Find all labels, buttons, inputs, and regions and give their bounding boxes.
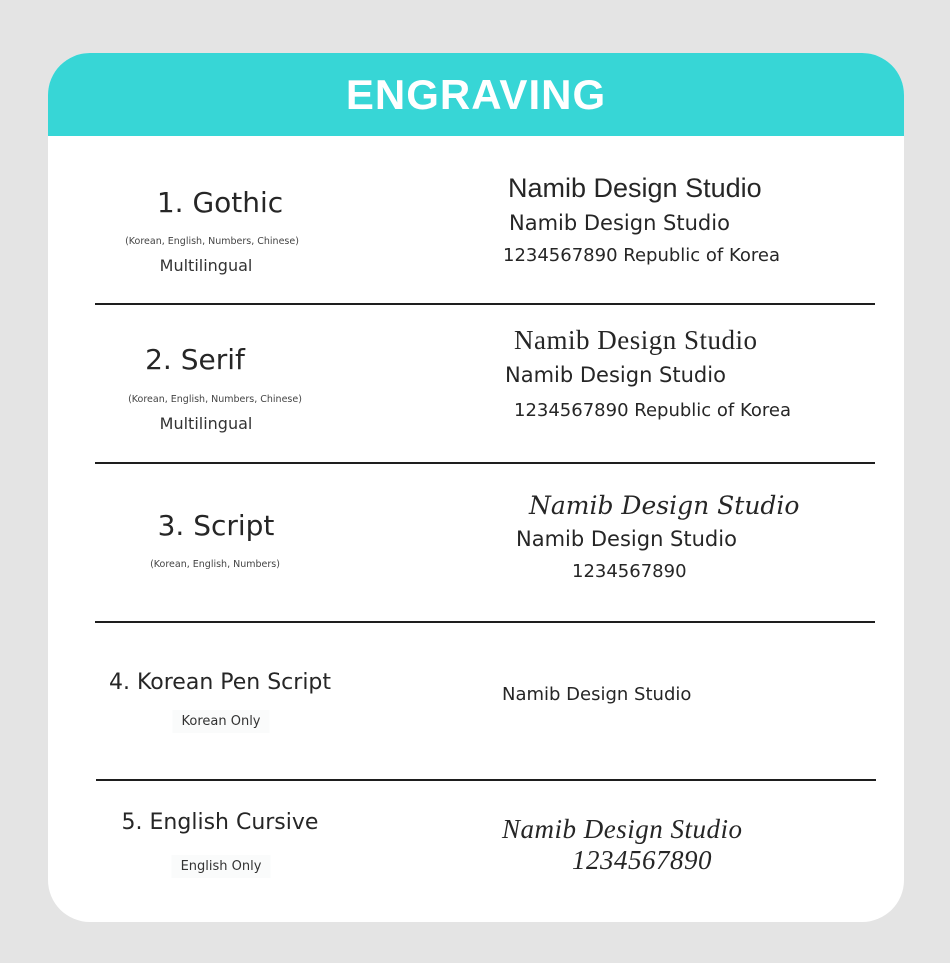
sample-line-3: 1234567890 Republic of Korea [514, 400, 791, 421]
font-sub: Korean Only [172, 710, 269, 733]
sample-line-2: 1234567890 [572, 845, 712, 875]
font-sub: English Only [172, 855, 271, 878]
sample-line-1: Namib Design Studio [508, 173, 762, 203]
sample-line-2: Namib Design Studio [509, 211, 730, 235]
font-sub: Multilingual [159, 256, 253, 275]
sample-line-1: Namib Design Studio [514, 325, 758, 355]
row-divider [95, 303, 875, 305]
sample-line-1: Namib Design Studio [502, 814, 743, 844]
sample-line-3: 1234567890 [572, 561, 687, 582]
row-divider [95, 462, 875, 464]
font-label: 4. Korean Pen Script [108, 670, 332, 695]
sample-line-3: 1234567890 Republic of Korea [503, 245, 780, 266]
font-sub: Multilingual [159, 414, 253, 433]
row-divider [95, 621, 875, 623]
font-label: 3. Script [157, 509, 275, 542]
font-note: (Korean, English, Numbers) [150, 559, 280, 570]
header-bar [48, 53, 904, 136]
font-label: 1. Gothic [156, 186, 284, 219]
engraving-card [48, 53, 904, 922]
font-note: (Korean, English, Numbers, Chinese) [128, 394, 302, 405]
sample-line-2: Namib Design Studio [516, 527, 737, 551]
font-label: 2. Serif [145, 343, 245, 376]
sample-line-2: Namib Design Studio [505, 363, 726, 387]
sample-line-1: Namib Design Studio [529, 491, 800, 520]
font-label: 5. English Cursive [121, 810, 319, 835]
sample-line-1: Namib Design Studio [502, 684, 692, 705]
font-note: (Korean, English, Numbers, Chinese) [125, 236, 299, 247]
header-title: ENGRAVING [345, 70, 607, 118]
row-divider [96, 779, 876, 781]
